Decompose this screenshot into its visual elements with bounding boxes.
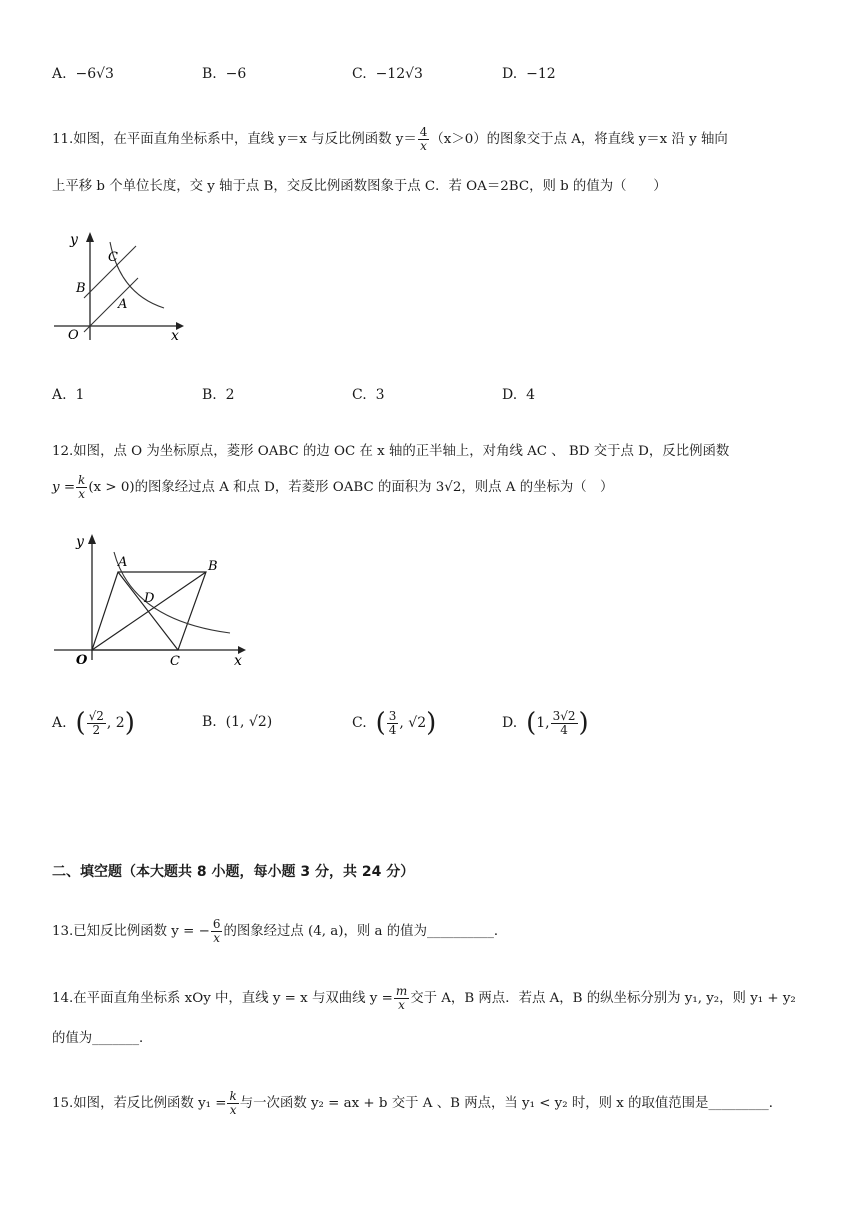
section-title: 二、填空题（本大题共 8 小题，每小题 3 分，共 24 分） [52, 864, 415, 880]
q12-line2: y = $\frac{k}{x}$ (x > 0)的图象经过点 A 和点 D，若菱形 OABC 的面积为 3√2，则点 A 的坐标为（ ） [52, 473, 614, 501]
q11-option-a[interactable]: A. 1 [52, 387, 85, 403]
q12-d-fraction: $\frac{3√2}{4}$ [552, 708, 576, 737]
q11-option-d[interactable]: D. 4 [502, 387, 536, 403]
label-C: C [170, 654, 180, 669]
q14-line1: 14.在平面直角坐标系 xOy 中，直线 y = x 与双曲线 y = $\frac{m}{x}$ 交于 A，B 两点．若点 A，B 的纵坐标分别为 y₁, y₂，则 y₁ + y₂ [52, 984, 796, 1012]
q12-option-b[interactable]: B. (1, √2) [202, 714, 273, 730]
q11-option-b[interactable]: B. 2 [202, 387, 235, 403]
q14-fraction: $\frac{m}{x}$ [395, 984, 408, 1012]
q12-option-a[interactable]: A. ( $\frac{√2}{2}$ , 2) [52, 708, 135, 738]
label-y: y [76, 534, 84, 550]
q12-a-fraction: $\frac{√2}{2}$ [88, 708, 104, 737]
q15-line: 15.如图，若反比例函数 y₁ = $\frac{k}{x}$ 与一次函数 y₂ = ax + b 交于 A 、B 两点，当 y₁ < y₂ 时，则 x 的取值范围是_________． [52, 1089, 783, 1117]
y-axis-arrow [86, 232, 94, 242]
label-y: y [70, 232, 78, 248]
q10-option-a[interactable]: A. −6√3 [52, 66, 114, 82]
label-O: O [76, 653, 88, 668]
label-B: B [208, 559, 218, 574]
y-axis-arrow [88, 534, 96, 544]
q10-option-d[interactable]: D. −12 [502, 66, 556, 82]
q14-line2: 的值为_______． [52, 1031, 153, 1046]
q12-c-fraction: $\frac{3}{4}$ [388, 708, 397, 737]
label-B: B [76, 281, 86, 296]
q11-figure [48, 228, 188, 346]
label-O: O [68, 328, 79, 343]
q12-line1: 12.如图，点 O 为坐标原点，菱形 OABC 的边 OC 在 x 轴的正半轴上，对角线 AC 、 BD 交于点 D，反比例函数 [52, 444, 730, 459]
label-A: A [118, 555, 128, 570]
q11-line2: 上平移 b 个单位长度，交 y 轴于点 B，交反比例函数图象于点 C．若 OA＝2BC，则 b 的值为（ ） [52, 179, 667, 194]
q12-option-d[interactable]: D. (1, $\frac{3√2}{4}$ ) [502, 708, 589, 738]
label-x: x [171, 328, 179, 344]
q12-option-c[interactable]: C. ( $\frac{3}{4}$ , √2) [352, 708, 437, 738]
diagonal-OB [92, 572, 206, 650]
q10-option-c[interactable]: C. −12√3 [352, 66, 423, 82]
label-D: D [144, 591, 155, 606]
q10-option-b[interactable]: B. −6 [202, 66, 247, 82]
label-x: x [234, 653, 242, 669]
q12-figure [48, 530, 258, 670]
q11-option-c[interactable]: C. 3 [352, 387, 385, 403]
label-C: C [108, 250, 118, 265]
q11-fraction: $\frac{4}{x}$ [419, 125, 428, 153]
q12-fraction: $\frac{k}{x}$ [78, 473, 86, 501]
q15-fraction: $\frac{k}{x}$ [229, 1089, 237, 1117]
q13-line: 13.已知反比例函数 y = − $\frac{6}{x}$ 的图象经过点 (4, a)，则 a 的值为__________． [52, 917, 508, 945]
q13-fraction: $\frac{6}{x}$ [212, 917, 221, 945]
label-A: A [118, 297, 128, 312]
q11-line1: 11.如图，在平面直角坐标系中，直线 y＝x 与反比例函数 y＝ $\frac{4}{x}$ （x＞0）的图象交于点 A，将直线 y＝x 沿 y 轴向 [52, 125, 728, 153]
